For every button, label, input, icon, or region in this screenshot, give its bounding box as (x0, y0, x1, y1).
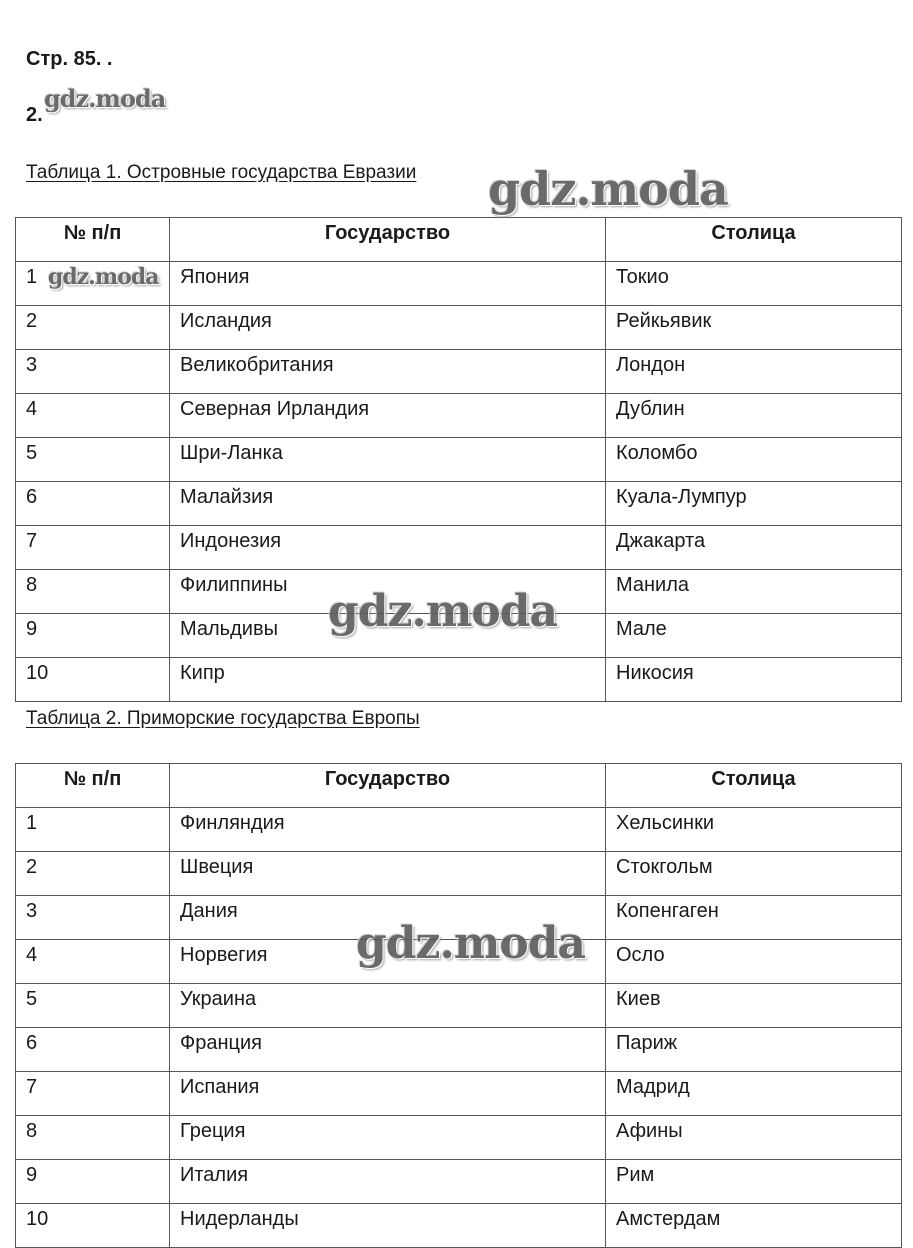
column-header-number: № п/п (16, 764, 170, 808)
cell-state: Финляндия (170, 808, 606, 852)
cell-state: Греция (170, 1116, 606, 1160)
cell-number: 6 (16, 1028, 170, 1072)
table-row (16, 306, 902, 350)
cell-number: 5 (16, 984, 170, 1028)
cell-capital: Дублин (606, 394, 902, 438)
table-row (16, 526, 902, 570)
cell-number: 10 (16, 1204, 170, 1248)
task-number: 2. (26, 104, 43, 126)
table-row (16, 658, 902, 702)
cell-state: Нидерланды (170, 1204, 606, 1248)
cell-number: 3 (16, 350, 170, 394)
table-row (16, 984, 902, 1028)
table-row (16, 482, 902, 526)
cell-state: Кипр (170, 658, 606, 702)
cell-number: 7 (16, 526, 170, 570)
watermark: gdz.moda (48, 264, 159, 290)
cell-state: Исландия (170, 306, 606, 350)
table2-body (16, 808, 902, 1248)
table-header-row (16, 764, 902, 808)
coastal-states-table (15, 763, 902, 1248)
cell-state: Мальдивы (170, 614, 606, 658)
cell-number: 5 (16, 438, 170, 482)
cell-state: Дания (170, 896, 606, 940)
cell-capital: Рим (606, 1160, 902, 1204)
cell-capital: Киев (606, 984, 902, 1028)
cell-capital: Осло (606, 940, 902, 984)
cell-capital: Никосия (606, 658, 902, 702)
cell-number: 2 (16, 852, 170, 896)
cell-state: Япония (170, 262, 606, 306)
table-row (16, 1204, 902, 1248)
cell-capital: Копенгаген (606, 896, 902, 940)
cell-number: 9 (16, 614, 170, 658)
cell-capital: Рейкьявик (606, 306, 902, 350)
table-row (16, 614, 902, 658)
cell-capital: Манила (606, 570, 902, 614)
cell-state: Малайзия (170, 482, 606, 526)
cell-capital: Хельсинки (606, 808, 902, 852)
table2-caption: Таблица 2. Приморские государства Европы (26, 708, 420, 729)
table-row (16, 394, 902, 438)
cell-number: 2 (16, 306, 170, 350)
page-reference: Стр. 85. . (26, 48, 113, 70)
cell-number: 1 (16, 808, 170, 852)
table-row (16, 1160, 902, 1204)
cell-state: Филиппины (170, 570, 606, 614)
cell-capital: Стокгольм (606, 852, 902, 896)
cell-state: Великобритания (170, 350, 606, 394)
table-row (16, 570, 902, 614)
cell-number: 9 (16, 1160, 170, 1204)
watermark: gdz.moda (44, 84, 166, 113)
cell-state: Шри-Ланка (170, 438, 606, 482)
cell-capital: Коломбо (606, 438, 902, 482)
cell-capital: Токио (606, 262, 902, 306)
table1-caption: Таблица 1. Островные государства Евразии (26, 162, 417, 183)
table-row (16, 1116, 902, 1160)
table-row (16, 940, 902, 984)
cell-number: 4 (16, 940, 170, 984)
column-header-capital: Столица (606, 218, 902, 262)
table-header-row (16, 218, 902, 262)
cell-state: Швеция (170, 852, 606, 896)
cell-capital: Куала-Лумпур (606, 482, 902, 526)
cell-number: 8 (16, 570, 170, 614)
cell-capital: Афины (606, 1116, 902, 1160)
cell-number: 8 (16, 1116, 170, 1160)
cell-state: Индонезия (170, 526, 606, 570)
cell-state: Испания (170, 1072, 606, 1116)
table-row (16, 438, 902, 482)
table-row (16, 1072, 902, 1116)
cell-state: Северная Ирландия (170, 394, 606, 438)
table-row (16, 852, 902, 896)
table-row (16, 262, 902, 306)
cell-capital: Амстердам (606, 1204, 902, 1248)
column-header-capital: Столица (606, 764, 902, 808)
cell-state: Норвегия (170, 940, 606, 984)
cell-number: 4 (16, 394, 170, 438)
column-header-state: Государство (170, 218, 606, 262)
cell-state: Италия (170, 1160, 606, 1204)
column-header-state: Государство (170, 764, 606, 808)
cell-state: Украина (170, 984, 606, 1028)
cell-number: 10 (16, 658, 170, 702)
watermark: gdz.moda (328, 586, 558, 637)
cell-number: 6 (16, 482, 170, 526)
table-row (16, 808, 902, 852)
table-row (16, 350, 902, 394)
cell-capital: Лондон (606, 350, 902, 394)
island-states-table (15, 217, 902, 702)
table-row (16, 896, 902, 940)
cell-capital: Париж (606, 1028, 902, 1072)
table1-body (16, 262, 902, 702)
cell-number: 7 (16, 1072, 170, 1116)
column-header-number: № п/п (16, 218, 170, 262)
table-row (16, 1028, 902, 1072)
cell-number: 1 (16, 262, 170, 306)
cell-capital: Мадрид (606, 1072, 902, 1116)
watermark: gdz.moda (356, 918, 586, 969)
watermark: gdz.moda (488, 162, 728, 216)
cell-state: Франция (170, 1028, 606, 1072)
cell-capital: Мале (606, 614, 902, 658)
cell-number: 3 (16, 896, 170, 940)
cell-capital: Джакарта (606, 526, 902, 570)
